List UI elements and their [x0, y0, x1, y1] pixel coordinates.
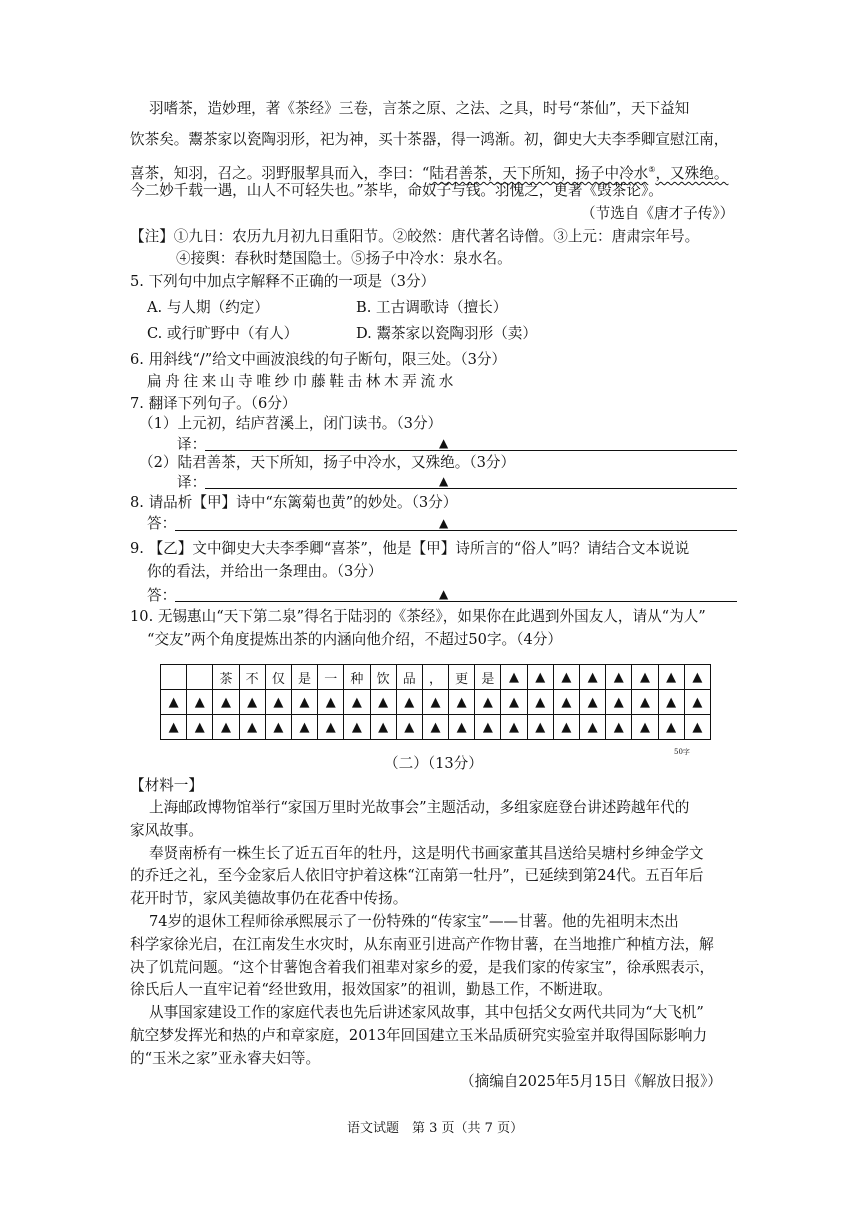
material-line: 的乔迁之礼，至今金家后人依旧守护着这株“江南第一牡丹”，已延续到第24代。五百年后 — [130, 867, 704, 884]
grid-cell[interactable]: ▲ — [161, 715, 187, 740]
note-line: 【注】①九日：农历九月初九日重阳节。②皎然：唐代著名诗僧。③上元：唐肃宗年号。 — [130, 228, 700, 245]
grid-cell[interactable]: ▲ — [318, 690, 344, 715]
grid-cell[interactable]: 是 — [475, 665, 501, 690]
grid-cell[interactable]: ▲ — [265, 715, 291, 740]
passage-text: 喜茶，知羽，召之。羽野服挈具而入，李曰：“ — [130, 164, 430, 182]
grid-cell[interactable]: ▲ — [291, 715, 317, 740]
grid-cell[interactable]: ▲ — [501, 665, 527, 690]
option-d: D. 鬻茶家以瓷陶羽形（卖） — [356, 325, 537, 342]
answer-label: 译： — [177, 436, 207, 453]
q7-sentence-2: （2）陆君善茶，天下所知，扬子中冷水，又殊绝。（3分） — [139, 454, 516, 471]
material-line: 家风故事。 — [130, 822, 203, 839]
page-footer: 语文试题 第 3 页（共 7 页） — [347, 1121, 524, 1136]
grid-cell[interactable]: ▲ — [632, 690, 658, 715]
material-source: （摘编自2025年5月15日《解放日报》） — [460, 1073, 723, 1090]
option-b: B. 工古调歌诗（擅长） — [356, 299, 508, 316]
grid-cell[interactable]: ▲ — [161, 690, 187, 715]
grid-cell[interactable]: ▲ — [475, 715, 501, 740]
grid-cell[interactable]: ▲ — [291, 690, 317, 715]
footnote-marker: ⑤ — [648, 165, 656, 174]
passage-line: 饮茶矣。鬻茶家以瓷陶羽形，祀为神，买十茶器，得一鸿渐。初，御史大夫李季卿宣慰江南， — [130, 131, 729, 148]
grid-cell[interactable]: ▲ — [658, 665, 684, 690]
grid-cell[interactable]: ▲ — [527, 665, 553, 690]
grid-cell[interactable]: ▲ — [422, 715, 448, 740]
question-6: 6. 用斜线“/”给文中画波浪线的句子断句，限三处。（3分） — [130, 351, 507, 368]
answer-marker: ▲ — [439, 587, 449, 601]
grid-cell[interactable]: ▲ — [449, 715, 475, 740]
grid-cell[interactable]: ▲ — [580, 665, 606, 690]
grid-cell[interactable]: 仅 — [265, 665, 291, 690]
material-line: 科学家徐光启，在江南发生水灾时，从东南亚引进高产作物甘薯，在当地推广种植方法，解 — [130, 936, 714, 953]
grid-cell[interactable]: ▲ — [239, 690, 265, 715]
passage-line: 今二妙千载一遇，山人不可轻失也。”茶毕，命奴子与钱。羽愧之，更著《毁茶论》。 — [130, 182, 663, 199]
answer-label: 译： — [177, 474, 207, 491]
word-count-label: 50字 — [674, 748, 690, 756]
grid-cell[interactable]: ▲ — [501, 690, 527, 715]
passage-source: （节选自《唐才子传》） — [581, 205, 735, 222]
grid-cell[interactable]: ▲ — [213, 690, 239, 715]
question-7: 7. 翻译下列句子。（6分） — [130, 395, 297, 412]
grid-cell[interactable]: ▲ — [606, 715, 632, 740]
option-a: A. 与人期（约定） — [147, 299, 269, 316]
grid-cell[interactable]: ▲ — [553, 665, 579, 690]
wavy-underlined-sentence: 陆君善茶，天下所知，扬子中冷水 — [429, 164, 649, 182]
grid-cell[interactable]: ▲ — [265, 690, 291, 715]
material-line: 航空梦发挥光和热的卢和章家庭，2013年回国建立玉米品质研究实验室并取得国际影响力 — [130, 1027, 708, 1044]
grid-row — [161, 665, 711, 690]
material-line: 徐氏后人一直牢记着“经世致用，报效国家”的祖训，勤恳工作，不断进取。 — [130, 981, 612, 998]
grid-cell[interactable]: ▲ — [632, 665, 658, 690]
answer-marker: ▲ — [439, 516, 449, 530]
grid-cell[interactable]: ▲ — [580, 690, 606, 715]
grid-cell[interactable]: ▲ — [422, 690, 448, 715]
passage-line: 羽嗜茶，造妙理，著《茶经》三卷，言茶之原、之法、之具，时号“茶仙”，天下益知 — [149, 100, 690, 117]
grid-cell[interactable]: ▲ — [658, 715, 684, 740]
q6-sentence: 扁 舟 往 来 山 寺 唯 纱 巾 藤 鞋 击 林 木 弄 流 水 — [147, 373, 454, 390]
grid-cell[interactable]: ▲ — [213, 715, 239, 740]
grid-cell[interactable]: 一 — [318, 665, 344, 690]
answer-line[interactable] — [205, 450, 737, 451]
material-line: 决了饥荒问题。“这个甘薯饱含着我们祖辈对家乡的爱，是我们家的传家宝”，徐承熙表示， — [130, 959, 715, 976]
grid-cell[interactable]: ▲ — [527, 690, 553, 715]
grid-cell[interactable]: ▲ — [684, 715, 710, 740]
grid-cell[interactable] — [161, 665, 187, 690]
grid-cell[interactable]: ▲ — [475, 690, 501, 715]
grid-cell[interactable]: 种 — [344, 665, 370, 690]
material-title: 【材料一】 — [130, 777, 203, 794]
material-line: 上海邮政博物馆举行“家国万里时光故事会”主题活动，多组家庭登台讲述跨越年代的 — [149, 799, 690, 816]
wavy-underlined-sentence: ，又殊绝。 — [655, 164, 729, 182]
grid-cell[interactable]: ▲ — [684, 690, 710, 715]
grid-cell[interactable]: ▲ — [658, 690, 684, 715]
grid-cell[interactable]: ▲ — [187, 715, 213, 740]
grid-cell[interactable]: 是 — [291, 665, 317, 690]
section-heading: （二）（13分） — [384, 755, 483, 772]
question-10-cont: “交友”两个角度提炼出茶的内涵向他介绍，不超过50字。（4分） — [147, 631, 562, 648]
grid-cell[interactable]: ▲ — [187, 690, 213, 715]
grid-row — [161, 690, 711, 715]
question-9-cont: 你的看法，并给出一条理由。（3分） — [147, 563, 383, 580]
grid-cell[interactable]: ▲ — [370, 690, 396, 715]
answer-line[interactable] — [175, 530, 737, 531]
answer-line[interactable] — [205, 488, 737, 489]
note-line: ④接舆：春秋时楚国隐士。⑤扬子中冷水：泉水名。 — [176, 250, 512, 267]
grid-cell[interactable]: ▲ — [344, 715, 370, 740]
grid-cell[interactable]: ▲ — [527, 715, 553, 740]
answer-marker: ▲ — [439, 474, 449, 488]
grid-cell[interactable]: 不 — [239, 665, 265, 690]
option-c: C. 或行旷野中（有人） — [147, 325, 299, 342]
grid-cell[interactable]: ▲ — [684, 665, 710, 690]
q7-sentence-1: （1）上元初，结庐苕溪上，闭门读书。（3分） — [139, 415, 443, 432]
grid-cell[interactable]: ， — [422, 665, 448, 690]
question-10: 10. 无锡惠山“天下第二泉”得名于陆羽的《茶经》，如果你在此遇到外国友人，请从“为人” — [130, 608, 706, 625]
material-line: 从事国家建设工作的家庭代表也先后讲述家风故事，其中包括父女两代共同为“大飞机” — [149, 1004, 704, 1021]
material-line: 74岁的退休工程师徐承熙展示了一份特殊的“传家宝”——甘薯。他的先祖明末杰出 — [149, 913, 679, 930]
grid-cell[interactable]: ▲ — [553, 715, 579, 740]
answer-label: 答： — [147, 587, 177, 604]
grid-cell[interactable]: ▲ — [501, 715, 527, 740]
grid-cell[interactable]: ▲ — [344, 690, 370, 715]
grid-cell[interactable]: 饮 — [370, 665, 396, 690]
grid-row — [161, 715, 711, 740]
answer-line[interactable] — [175, 601, 737, 602]
grid-cell[interactable]: ▲ — [632, 715, 658, 740]
answer-marker: ▲ — [439, 436, 449, 450]
grid-cell[interactable]: ▲ — [396, 690, 422, 715]
grid-cell[interactable]: 更 — [449, 665, 475, 690]
grid-cell[interactable]: ▲ — [606, 665, 632, 690]
grid-cell[interactable]: ▲ — [318, 715, 344, 740]
question-5: 5. 下列句中加点字解释不正确的一项是（3分） — [130, 273, 436, 290]
answer-grid[interactable] — [160, 664, 711, 740]
grid-cell[interactable] — [187, 665, 213, 690]
material-line: 奉贤南桥有一株生长了近五百年的牡丹，这是明代书画家董其昌送给吴塘村乡绅金学文 — [149, 845, 704, 862]
question-9: 9. 【乙】文中御史大夫李季卿“喜茶”，他是【甲】诗所言的“俗人”吗？请结合文本说说 — [130, 540, 690, 557]
grid-cell[interactable]: 品 — [396, 665, 422, 690]
material-line: 花开时节，家风美德故事仍在花香中传扬。 — [130, 890, 408, 907]
grid-cell[interactable]: ▲ — [370, 715, 396, 740]
material-line: 的“玉米之家”亚永睿夫妇等。 — [130, 1050, 321, 1067]
grid-cell[interactable]: ▲ — [580, 715, 606, 740]
grid-cell[interactable]: 茶 — [213, 665, 239, 690]
question-8: 8. 请品析【甲】诗中“东篱菊也黄”的妙处。（3分） — [130, 494, 458, 511]
answer-label: 答： — [147, 515, 177, 532]
grid-cell[interactable]: ▲ — [239, 715, 265, 740]
grid-cell[interactable]: ▲ — [396, 715, 422, 740]
grid-cell[interactable]: ▲ — [606, 690, 632, 715]
grid-cell[interactable]: ▲ — [449, 690, 475, 715]
grid-cell[interactable]: ▲ — [553, 690, 579, 715]
